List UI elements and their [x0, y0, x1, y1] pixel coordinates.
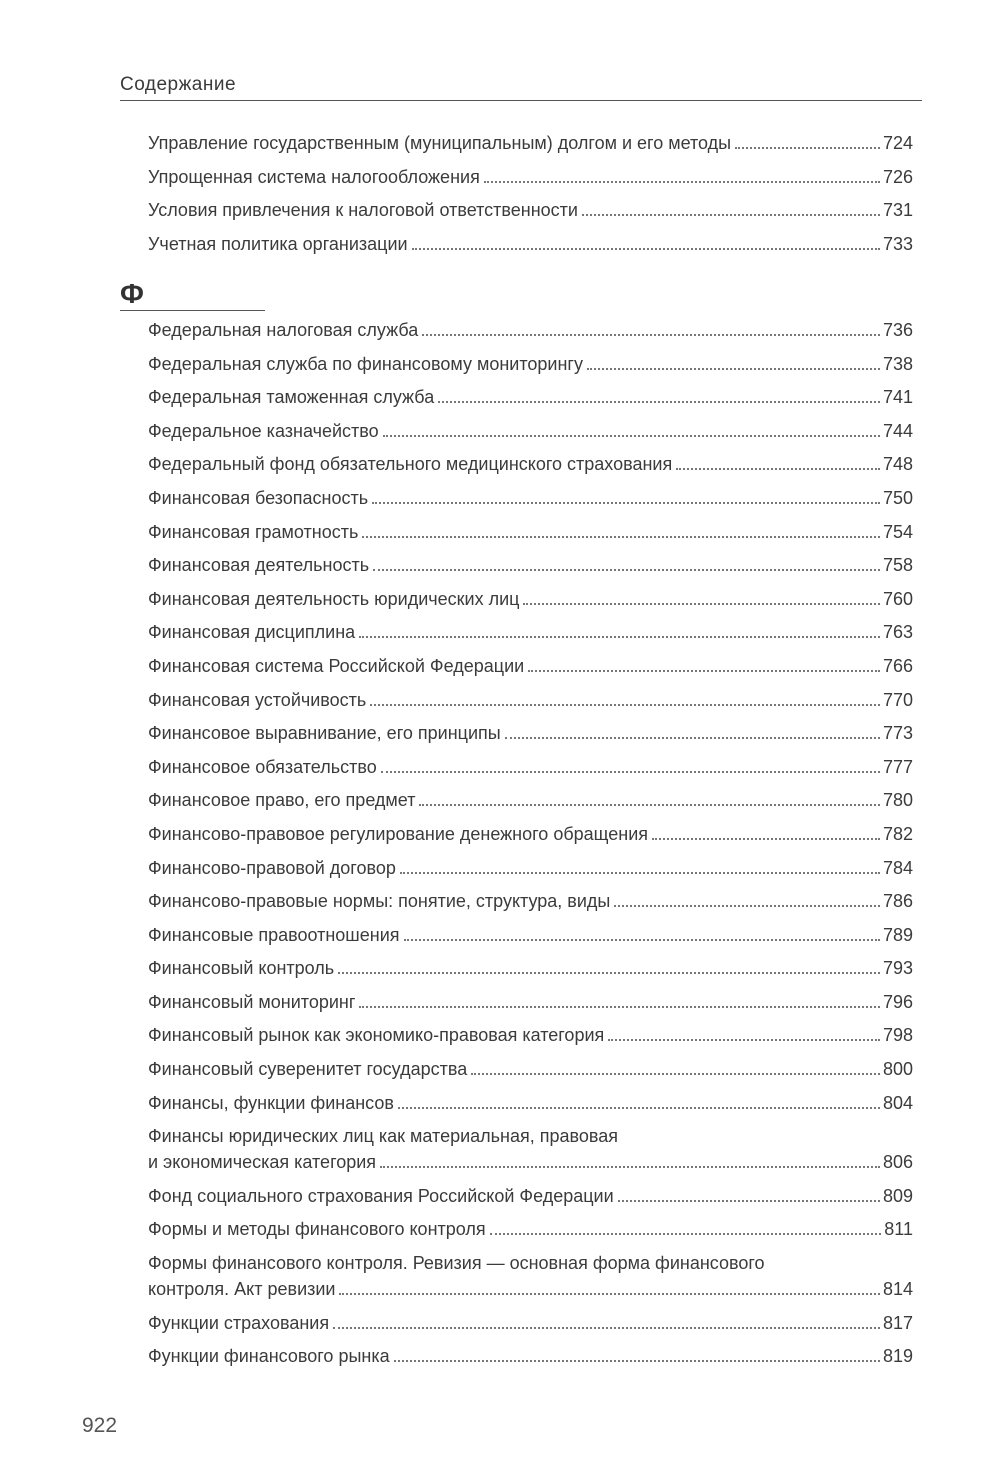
toc-entry-page: 796 [882, 991, 913, 1012]
section-letter: Ф [120, 278, 144, 309]
toc-entry-page: 748 [882, 454, 913, 475]
dot-leader [614, 904, 880, 907]
toc-entry-page: 760 [882, 588, 913, 609]
toc-entry-title: Финансовый рынок как экономико-правовая категория [148, 1025, 605, 1046]
toc-entry-title: Финансово-правовое регулирование денежного обращения [148, 823, 649, 844]
dot-leader [359, 635, 880, 638]
toc-entry-page: 763 [882, 622, 913, 643]
toc-entry[interactable] [148, 1090, 913, 1116]
page-number: 922 [82, 1414, 118, 1437]
dot-leader [676, 467, 880, 470]
toc-entry-title: Финансовая деятельность юридических лиц [148, 588, 520, 609]
toc-entry-page: 819 [882, 1346, 913, 1367]
toc-entry-page: 814 [882, 1279, 913, 1300]
dot-leader [652, 837, 880, 840]
dot-leader [373, 568, 880, 571]
toc-entry-title: Федеральное казначейство [148, 420, 379, 441]
toc-entry-title: Федеральная налоговая служба [148, 320, 419, 340]
toc-entry[interactable] [148, 384, 913, 410]
toc-entry-page: 793 [882, 958, 913, 979]
dot-leader [618, 1199, 880, 1202]
toc-entry-title: Функции финансового рынка [148, 1346, 390, 1367]
toc-entry[interactable] [148, 787, 913, 813]
toc-entry[interactable] [148, 130, 913, 156]
toc-entry-page: 780 [882, 790, 913, 811]
toc-entry-title: Финансовое выравнивание, его принципы [148, 723, 501, 744]
toc-entry-page: 758 [882, 555, 913, 576]
toc-entry-title: Функции страхования [148, 1312, 330, 1333]
toc-entry[interactable] [148, 1056, 913, 1082]
toc-entry[interactable] [148, 754, 913, 780]
toc-entry-page: 798 [882, 1025, 913, 1046]
dot-leader [383, 434, 880, 437]
toc-entry-page: 770 [882, 689, 913, 710]
dot-leader [471, 1072, 880, 1075]
toc-entry-title-line1: Финансы юридических лиц как материальная, правовая [148, 1126, 618, 1147]
toc-entry-title: Финансовая грамотность [148, 521, 359, 542]
toc-entry-page: 786 [882, 891, 913, 912]
dot-leader [338, 971, 880, 974]
toc-entry-title-line2: и экономическая категория [148, 1152, 377, 1173]
toc-entry-title: Финансовая устойчивость [148, 689, 367, 710]
toc-entry-page: 800 [882, 1059, 913, 1080]
toc-entry-page: 777 [882, 756, 913, 777]
dot-leader [380, 1165, 880, 1168]
toc-entry-title: Финансы, функции финансов [148, 1092, 394, 1113]
toc-entry-page: 724 [882, 133, 913, 153]
dot-leader [608, 1038, 880, 1041]
toc-entry-page: 733 [882, 233, 913, 254]
toc-entry[interactable] [148, 855, 913, 881]
toc-entry-page: 736 [882, 320, 913, 340]
toc-entry-title: Финансовая система Российской Федерации [148, 655, 525, 676]
dot-leader [419, 803, 879, 806]
toc-entry-page: 738 [882, 353, 913, 374]
dot-leader [438, 400, 880, 403]
toc-entry-page: 731 [882, 200, 913, 221]
toc-entry[interactable] [148, 888, 913, 914]
toc-entry[interactable] [148, 922, 913, 948]
toc-entry[interactable] [148, 720, 913, 746]
dot-leader [582, 213, 880, 216]
toc-entry[interactable] [148, 687, 913, 713]
toc-section-u [148, 130, 913, 264]
toc-entry-title: Финансовый суверенитет государства [148, 1059, 468, 1080]
toc-entry[interactable] [148, 164, 913, 190]
running-header: Содержание [120, 74, 922, 101]
toc-entry-title: Формы и методы финансового контроля [148, 1219, 486, 1240]
toc-entry-page: 766 [882, 655, 913, 676]
toc-entry-title: Федеральная таможенная служба [148, 387, 435, 408]
toc-entry[interactable] [148, 451, 913, 477]
toc-entry-title: Финансовое обязательство [148, 756, 377, 777]
toc-entry-page: 744 [882, 420, 913, 441]
toc-entry-page: 804 [882, 1092, 913, 1113]
toc-entry-page: 811 [884, 1219, 913, 1240]
toc-entry[interactable] [148, 989, 913, 1015]
section-letter-rule [120, 310, 265, 311]
toc-entry[interactable] [148, 231, 913, 257]
dot-leader [484, 180, 880, 183]
toc-entry[interactable] [148, 1123, 913, 1175]
toc-entry-page: 754 [882, 521, 913, 542]
dot-leader [362, 535, 880, 538]
toc-entry[interactable] [148, 821, 913, 847]
dot-leader [370, 703, 880, 706]
toc-entry-page: 806 [882, 1152, 913, 1173]
toc-entry-page: 784 [882, 857, 913, 878]
toc-entry[interactable] [148, 519, 913, 545]
toc-entry[interactable] [148, 1216, 913, 1242]
toc-entry[interactable] [148, 1343, 913, 1369]
toc-entry-title: Финансовый мониторинг [148, 991, 356, 1012]
toc-entry[interactable] [148, 1310, 913, 1336]
toc-entry-title: Финансовая безопасность [148, 487, 369, 508]
toc-entry-page: 817 [882, 1312, 913, 1333]
dot-leader [400, 871, 880, 874]
toc-entry-title: Учетная политика организации [148, 233, 408, 254]
dot-leader [505, 736, 880, 739]
toc-entry-title: Финансово-правовые нормы: понятие, структура, виды [148, 891, 611, 912]
toc-entry[interactable] [148, 955, 913, 981]
dot-leader [587, 367, 880, 370]
toc-entry[interactable] [148, 1022, 913, 1048]
toc-entry-title: Упрощенная система налогообложения [148, 166, 480, 187]
toc-entry[interactable] [148, 552, 913, 578]
toc-entry-title: Управление государственным (муниципальным) долгом и его методы [148, 133, 732, 153]
toc-entry[interactable] [148, 317, 913, 343]
toc-entry-title: Финансовое право, его предмет [148, 790, 416, 811]
toc-entry[interactable] [148, 418, 913, 444]
dot-leader [381, 770, 880, 773]
toc-entry-page: 741 [882, 387, 913, 408]
dot-leader [394, 1359, 880, 1362]
dot-leader [404, 938, 880, 941]
dot-leader [359, 1005, 880, 1008]
toc-entry-title-line2: контроля. Акт ревизии [148, 1279, 336, 1300]
dot-leader [490, 1232, 882, 1235]
toc-entry[interactable] [148, 619, 913, 645]
toc-entry-page: 750 [882, 487, 913, 508]
toc-entry-page: 773 [882, 723, 913, 744]
toc-entry[interactable] [148, 653, 913, 679]
toc-entry[interactable] [148, 586, 913, 612]
toc-entry[interactable] [148, 1183, 913, 1209]
dot-leader [412, 247, 880, 250]
toc-entry[interactable] [148, 197, 913, 223]
toc-section-f [148, 317, 913, 1377]
dot-leader [735, 146, 880, 149]
dot-leader [339, 1292, 879, 1295]
toc-entry[interactable] [148, 351, 913, 377]
toc-entry-page: 782 [882, 823, 913, 844]
toc-entry-title: Финансовые правоотношения [148, 924, 400, 945]
dot-leader [528, 669, 880, 672]
dot-leader [523, 602, 880, 605]
toc-entry-page: 809 [882, 1185, 913, 1206]
toc-entry-title: Фонд социального страхования Российской Федерации [148, 1185, 614, 1206]
toc-entry-title: Финансовая деятельность [148, 555, 370, 576]
toc-entry-title: Федеральная служба по финансовому мониторингу [148, 353, 583, 374]
toc-entry[interactable] [148, 1250, 913, 1302]
dot-leader [333, 1326, 880, 1329]
dot-leader [422, 333, 880, 336]
toc-entry-title-line1: Формы финансового контроля. Ревизия — основная форма финансового [148, 1253, 765, 1274]
toc-entry-title: Федеральный фонд обязательного медицинского страхования [148, 454, 673, 475]
toc-entry-title: Финансовый контроль [148, 958, 335, 979]
toc-entry-page: 789 [882, 924, 913, 945]
dot-leader [372, 501, 880, 504]
toc-entry-title: Финансово-правовой договор [148, 857, 396, 878]
toc-entry[interactable] [148, 485, 913, 511]
toc-entry-page: 726 [882, 166, 913, 187]
dot-leader [398, 1106, 880, 1109]
toc-entry-title: Финансовая дисциплина [148, 622, 356, 643]
toc-entry-title: Условия привлечения к налоговой ответственности [148, 200, 578, 221]
